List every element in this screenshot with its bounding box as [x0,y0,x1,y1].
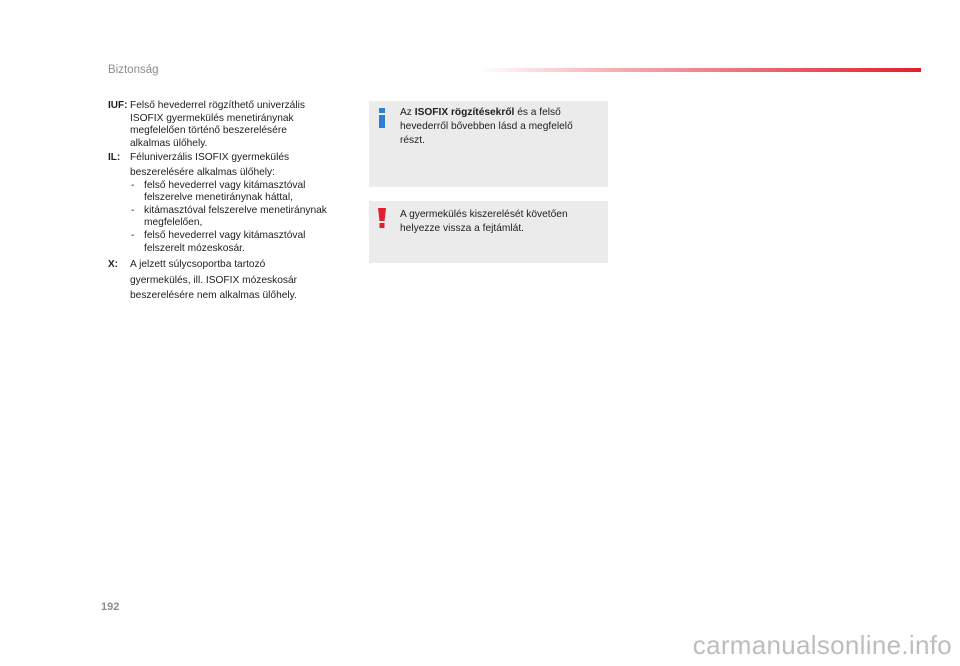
header-accent-bar [478,68,921,72]
definition-line: ISOFIX gyermekülés menetiránynak [130,112,294,124]
definition-line: megfelelően történő beszerelésére [130,125,287,137]
definition-line: Felső hevederrel rögzíthető univerzális [130,100,305,111]
definitions-list [108,100,358,306]
info-icon [377,108,387,128]
definition-line: gyermekülés, ill. ISOFIX mózeskosár [130,274,298,286]
info-box [369,101,608,187]
definition-line: Féluniverzális ISOFIX gyermekülés [130,152,290,164]
definition-iuf [108,100,358,150]
warning-text: A gyermekülés kiszerelését követően helyezze vissza a fejtámlát. [400,209,568,234]
definition-bullets [130,180,358,256]
definition-line: beszerelésére alkalmas ülőhely: [130,166,275,178]
watermark: carmanualsonline.info [692,630,952,660]
definition-term: IUF: [108,100,128,111]
definition-il [108,152,358,255]
definition-line: alkalmas ülőhely. [130,137,208,149]
page-number: 192 [101,601,120,613]
list-item: - felső hevederrel vagy kitámasztóval felszerelt mózeskosár. [130,230,358,255]
list-item: - kitámasztóval felszerelve menetiránynak megfelelően, [130,205,358,230]
definition-line: A jelzett súlycsoportba tartozó [130,259,266,271]
warning-box [369,201,608,263]
definition-term: IL: [108,152,121,164]
info-bold-term: ISOFIX rögzítésekről [414,107,515,118]
definition-line: beszerelésére nem alkalmas ülőhely. [130,290,297,302]
section-title: Biztonság [108,64,159,76]
warning-icon [377,208,387,228]
definition-term: X: [108,259,118,271]
list-item: - felső hevederrel vagy kitámasztóval felszerelve menetiránynak háttal, [130,180,358,205]
definition-x [108,257,358,304]
info-text: Az ISOFIX rögzítésekről és a felső hevederről bővebben lásd a megfelelő részt. [400,107,573,146]
